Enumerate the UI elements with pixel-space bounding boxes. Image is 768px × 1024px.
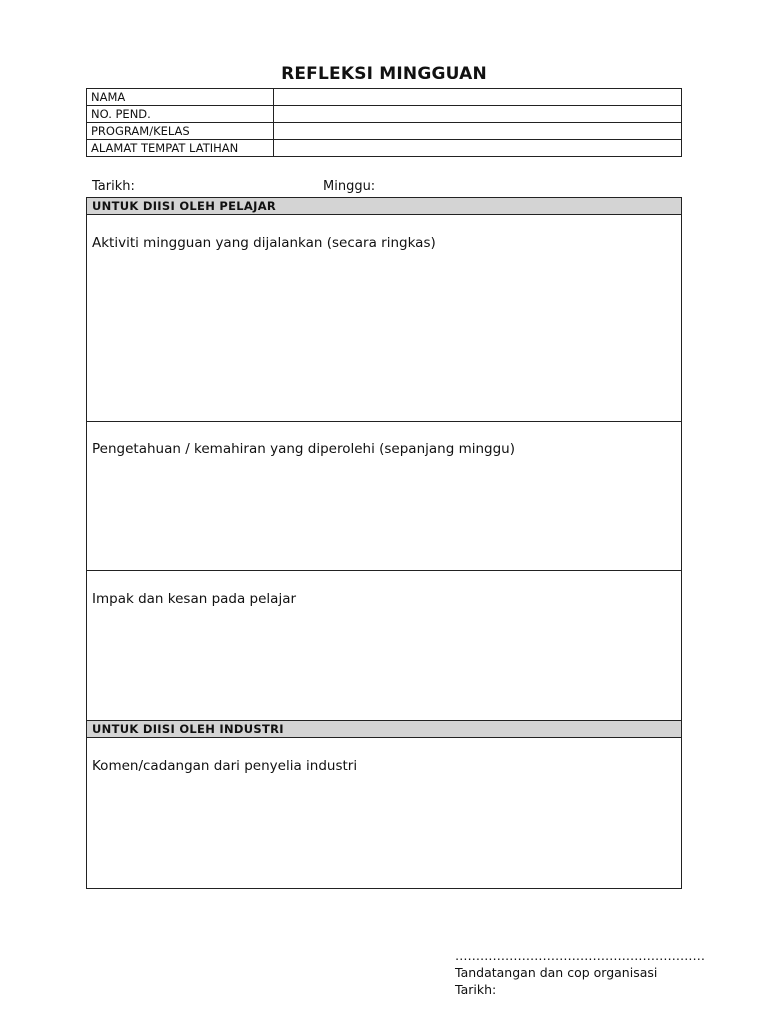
industry-prompt: Komen/cadangan dari penyelia industri [92,758,358,774]
industry-comment-box[interactable] [86,721,682,889]
signature-label: Tandatangan dan cop organisasi [455,965,658,980]
signature-date-label: Tarikh: [455,982,497,997]
info-label: ALAMAT TEMPAT LATIHAN [87,140,274,157]
date-label: Tarikh: [92,179,135,194]
knowledge-prompt: Pengetahuan / kemahiran yang diperolehi (sepanjang minggu) [92,441,515,457]
impact-box[interactable] [86,571,682,721]
name-field[interactable] [274,89,682,106]
info-row-address [87,140,682,157]
page-title: REFLEKSI MINGGUAN [281,64,487,84]
knowledge-box[interactable] [86,421,682,571]
activities-prompt: Aktiviti mingguan yang dijalankan (secara ringkas) [92,235,436,251]
signature-line[interactable]: …………………………………………………… [455,948,705,963]
industry-section-header: UNTUK DIISI OLEH INDUSTRI [87,721,681,738]
training-address-field[interactable] [274,140,682,157]
student-section-header: UNTUK DIISI OLEH PELAJAR [87,198,681,215]
info-label: PROGRAM/KELAS [87,123,274,140]
info-row-name [87,89,682,106]
info-row-program [87,123,682,140]
week-label: Minggu: [323,179,376,194]
registration-number-field[interactable] [274,106,682,123]
info-row-registration [87,106,682,123]
program-class-field[interactable] [274,123,682,140]
impact-prompt: Impak dan kesan pada pelajar [92,591,297,607]
info-label: NO. PEND. [87,106,274,123]
signature-block [455,947,705,998]
activities-box[interactable] [86,197,682,422]
student-info-table [86,88,682,157]
info-label: NAMA [87,89,274,106]
